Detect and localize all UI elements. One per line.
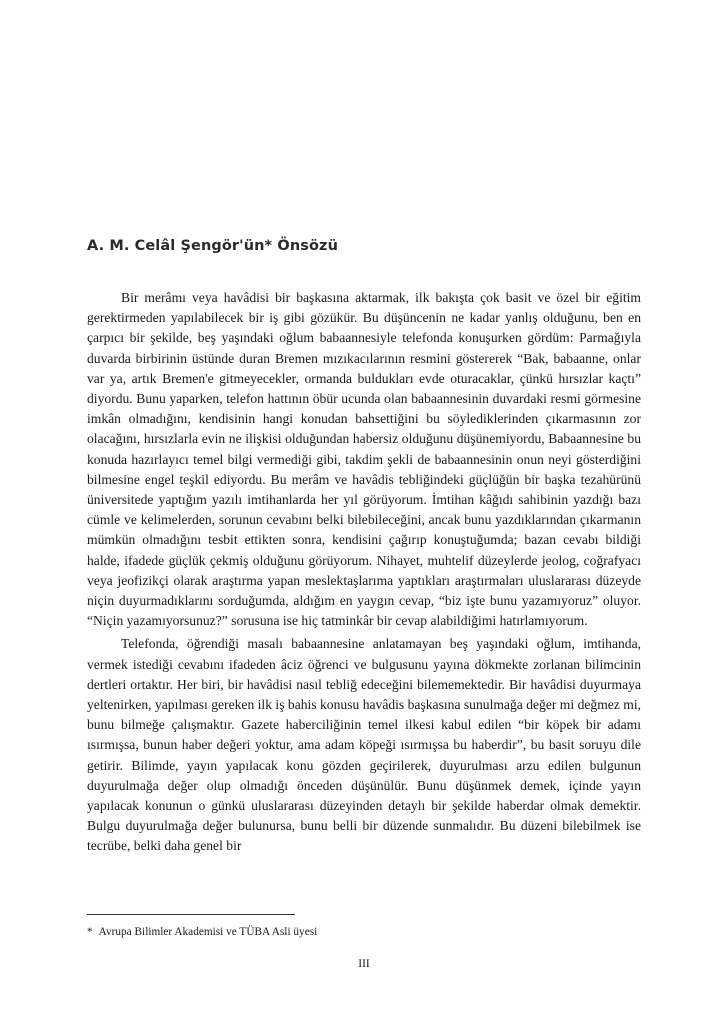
body-text [87, 288, 641, 857]
footnote [87, 925, 317, 939]
page-number: III [358, 958, 370, 970]
paragraph: Telefonda, öğrendiği masalı babaannesine anlatamayan beş yaşındaki oğlum, imtihanda, vermek istediği cevabını ifadeden âciz öğrenci ve bulgusunu yayına dökmekte zorlanan bilimcinin dertleri ortaktır. Her biri, bir havâdisi nasıl tebliğ edeceğini bilememektedir. Bir havâdisi duyurmaya yeltenirken, yapılması gereken ilk iş bahis konusu havâdis başkasına sunulmağa değer mi değmez mi, bunu bilmeğe çalışmaktır. Gazete haberciliğinin temel ilkesi kabul edilen “bir köpek bir adamı ısırmışsa, bunun haber değeri yoktur, ama adam köpeği ısırmışsa bu haberdir”, bu basit soruyu dile getirir. Bilimde, yayın yapılacak konu gözden geçirilerek, duyurulması arzu edilen bulgunun duyurulmağa değer olup olmadığı önceden düşünülür. Bunu düşünmek demek, içinde yayın yapılacak konunun o günkü uluslararası düzeyinden detaylı bir şekilde haberdar olmak demektir. Bulgu duyurulmağa değer bulunursa, bunu belli bir düzende sunmalıdır. Bu düzeni bilebilmek ise tecrübe, belki daha genel bir [87, 636, 641, 854]
footnote-divider [87, 914, 295, 915]
footnote-text: Avrupa Bilimler Akademisi ve TÜBA Asli üyesi [98, 926, 318, 938]
paragraph: Bir merâmı veya havâdisi bir başkasına aktarmak, ilk bakışta çok basit ve özel bir eğitim gerektirmeden yapılabilecek bir iş gibi gözükür. Bu düşüncenin ne kadar yanlış olduğunu, ben en çarpıcı bir şekilde, beş yaşındaki oğlum babaannesiyle telefonda konuşurken gördüm: Parmağıyla duvarda birbirinin üstünde duran Bremen mızıkacılarının resmini göstererek “Bak, babaanne, onlar var ya, artık Bremen'e gitmeyecekler, ormanda buldukları evde oturacaklar, çünkü hırsızlar kaçtı” diyordu. Bunu yaparken, telefon hattının öbür ucunda olan babaannesinin duvardaki resmi görmesine imkân olmadığını, kendisinin hangi konudan bahsettiğini bu söylediklerinden çıkarmasının zor olacağını, hırsızlarla evin ne ilişkisi olduğundan habersiz olduğunu düşünemiyordu, Babaannesine bu konuda hazırlayıcı temel bilgi vermediği gibi, takdim şekli de babaannesinin onun neyi gösterdiğini bilmesine engel teşkil ediyordu. Bu merâm ve havâdis tebliğindeki güçlüğün bir başka tezahürünü üniversitede yaptığım yazılı imtihanlarda her yıl görüyorum. İmtihan kâğıdı sahibinin yazdığı bazı cümle ve kelimelerden, sorunun cevabını belki bilebileceğini, ancak bunu yazdıklarından çıkarmanın mümkün olmadığını tesbit ettikten sonra, kendisini çağırıp konuştuğumda; bazan cevabı bildiği halde, ifadede güçlük çekmiş olduğunu görüyorum. Nihayet, muhtelif düzeylerde jeolog, coğrafyacı veya jeofizikçi olarak araştırma yapan meslektaşlarıma yaptıkları araştırmaları uluslararası düzeyde niçin duyurmadıklarını sorduğumda, aldığım en yaygın cevap, “biz işte bunu yazamıyoruz” oluyor. “Niçin yazamıyorsunuz?” sorusuna ise hiç tatminkâr bir cevap alabildiğimi hatırlamıyorum. [87, 290, 641, 629]
section-heading: A. M. Celâl Şengör'ün* Önsözü [87, 238, 338, 254]
footnote-mark: * [87, 926, 93, 938]
